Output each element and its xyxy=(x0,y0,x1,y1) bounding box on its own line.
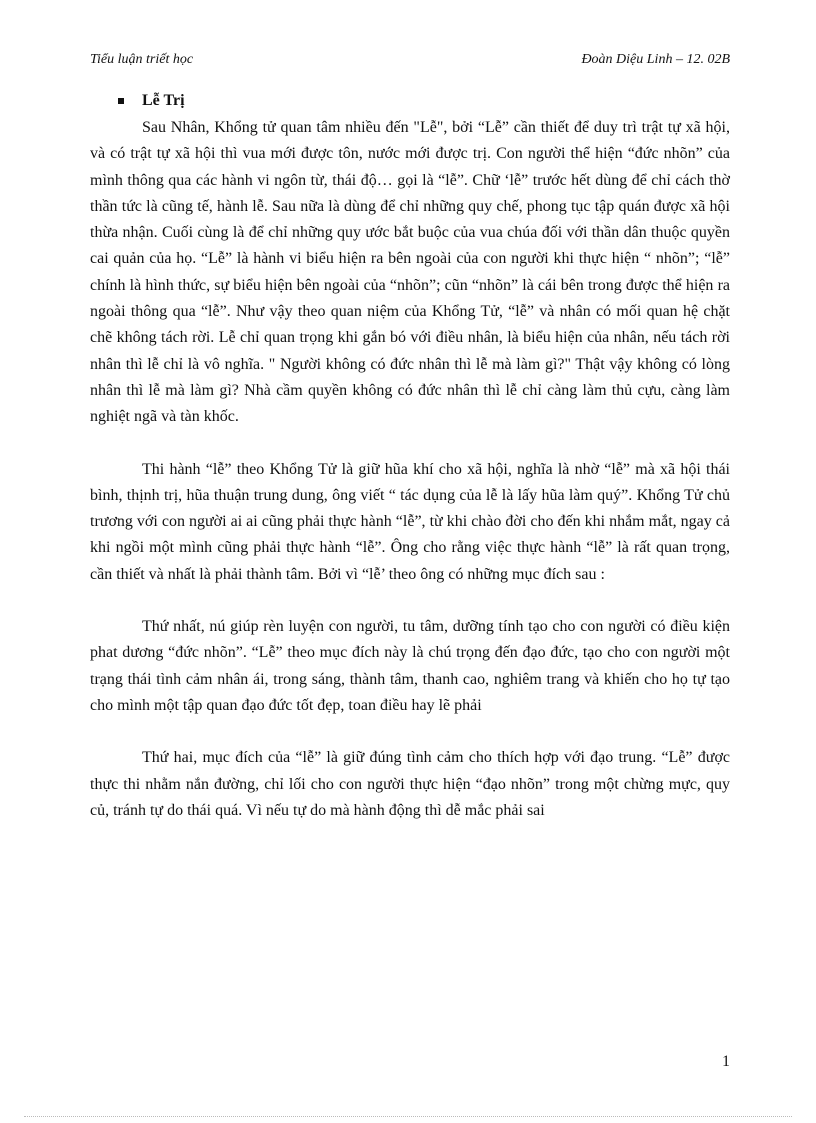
section-heading-text: Lễ Trị xyxy=(142,92,185,109)
paragraph-2: Thi hành “lễ” theo Khổng Tử là giữ hũa khí cho xã hội, nghĩa là nhờ “lễ” mà xã hội thái bình, thịnh trị, hũa thuận trung dung, ông viết “ tác dụng của lễ là lấy hũa làm quý”. Khổng Tử chủ trương với con người ai ai cũng phải thực hành “lễ”, từ khi chào đời cho đến khi nhắm mắt, ngay cả khi ngồi một mình cũng phải thực hành “lễ”. Ông cho rằng việc thực hành “lễ” là rất quan trọng, cần thiết và nhất là phải thành tâm. Bởi vì “lễ’ theo ông có những mục đích sau : xyxy=(90,460,730,583)
header-author: Đoàn Diệu Linh – 12. 02B xyxy=(581,52,730,67)
page-number: 1 xyxy=(722,1053,730,1070)
header-title: Tiểu luận triết học xyxy=(90,52,194,67)
footer-divider xyxy=(24,1116,792,1117)
square-bullet-icon xyxy=(118,98,124,104)
paragraph-4: Thứ hai, mục đích của “lễ” là giữ đúng tình cảm cho thích hợp với đạo trung. “Lễ” được thực thi nhằm nắn đường, chỉ lối cho con người thực hiện “đạo nhõn” trong một chừng mực, quy củ, tránh tự do thái quá. Vì nếu tự do mà hành động thì dễ mắc phải sai xyxy=(90,749,730,819)
body-text xyxy=(90,115,730,824)
paragraph-1: Sau Nhân, Khổng tử quan tâm nhiều đến "Lễ", bởi “Lễ” cần thiết để duy trì trật tự xã hội, và có trật tự xã hội thì vua mới được tôn, nước mới được trị. Con người thể hiện “đức nhõn” của mình thông qua các hành vi ngôn từ, thái độ… gọi là “lễ”. Chữ ‘lễ” trước hết dùng để chỉ cách thờ thần tức là cũng tế, hành lễ. Sau nữa là dùng để chỉ những quy chế, phong tục tập quán được xã hội thừa nhận. Cuối cùng là để chỉ những quy ước bắt buộc của vua chúa đối với thần dân thuộc quyền cai quản của họ. “Lễ” là hành vi biểu hiện ra bên ngoài của con người khi thực hiện “ nhõn”; “lễ” chính là hình thức, sự biểu hiện bên ngoài của “nhõn”; cũn “nhõn” là cái bên trong được thể hiện ra ngoài thông qua “lễ”. Như vậy theo quan niệm của Khổng Tử, “lễ” và nhân có mối quan hệ chặt chẽ không tách rời. Lễ chỉ quan trọng khi gắn bó với điều nhân, là biểu hiện của nhân, nếu tách rời nhân thì lễ chỉ là vô nghĩa. " Người không có đức nhân thì lễ mà làm gì?" Thật vậy không có lòng nhân thì lễ mà làm gì? Nhà cầm quyền không có đức nhân thì lễ chỉ càng làm thủ cựu, càng làm nghiệt ngã và tàn khốc. xyxy=(90,119,730,426)
paragraph-3: Thứ nhất, nú giúp rèn luyện con người, tu tâm, dưỡng tính tạo cho con người có điều kiện phat dương “đức nhõn”. “Lễ” theo mục đích này là chú trọng đến đạo đức, tạo cho con người một trạng thái tình cảm nhân ái, trong sáng, thành tâm, thanh cao, nghiêm trang và khiến cho họ tự tạo cho mình một tập quan đạo đức tốt đẹp, toan điều hay lẽ phải xyxy=(90,618,730,714)
section-heading xyxy=(118,92,185,110)
